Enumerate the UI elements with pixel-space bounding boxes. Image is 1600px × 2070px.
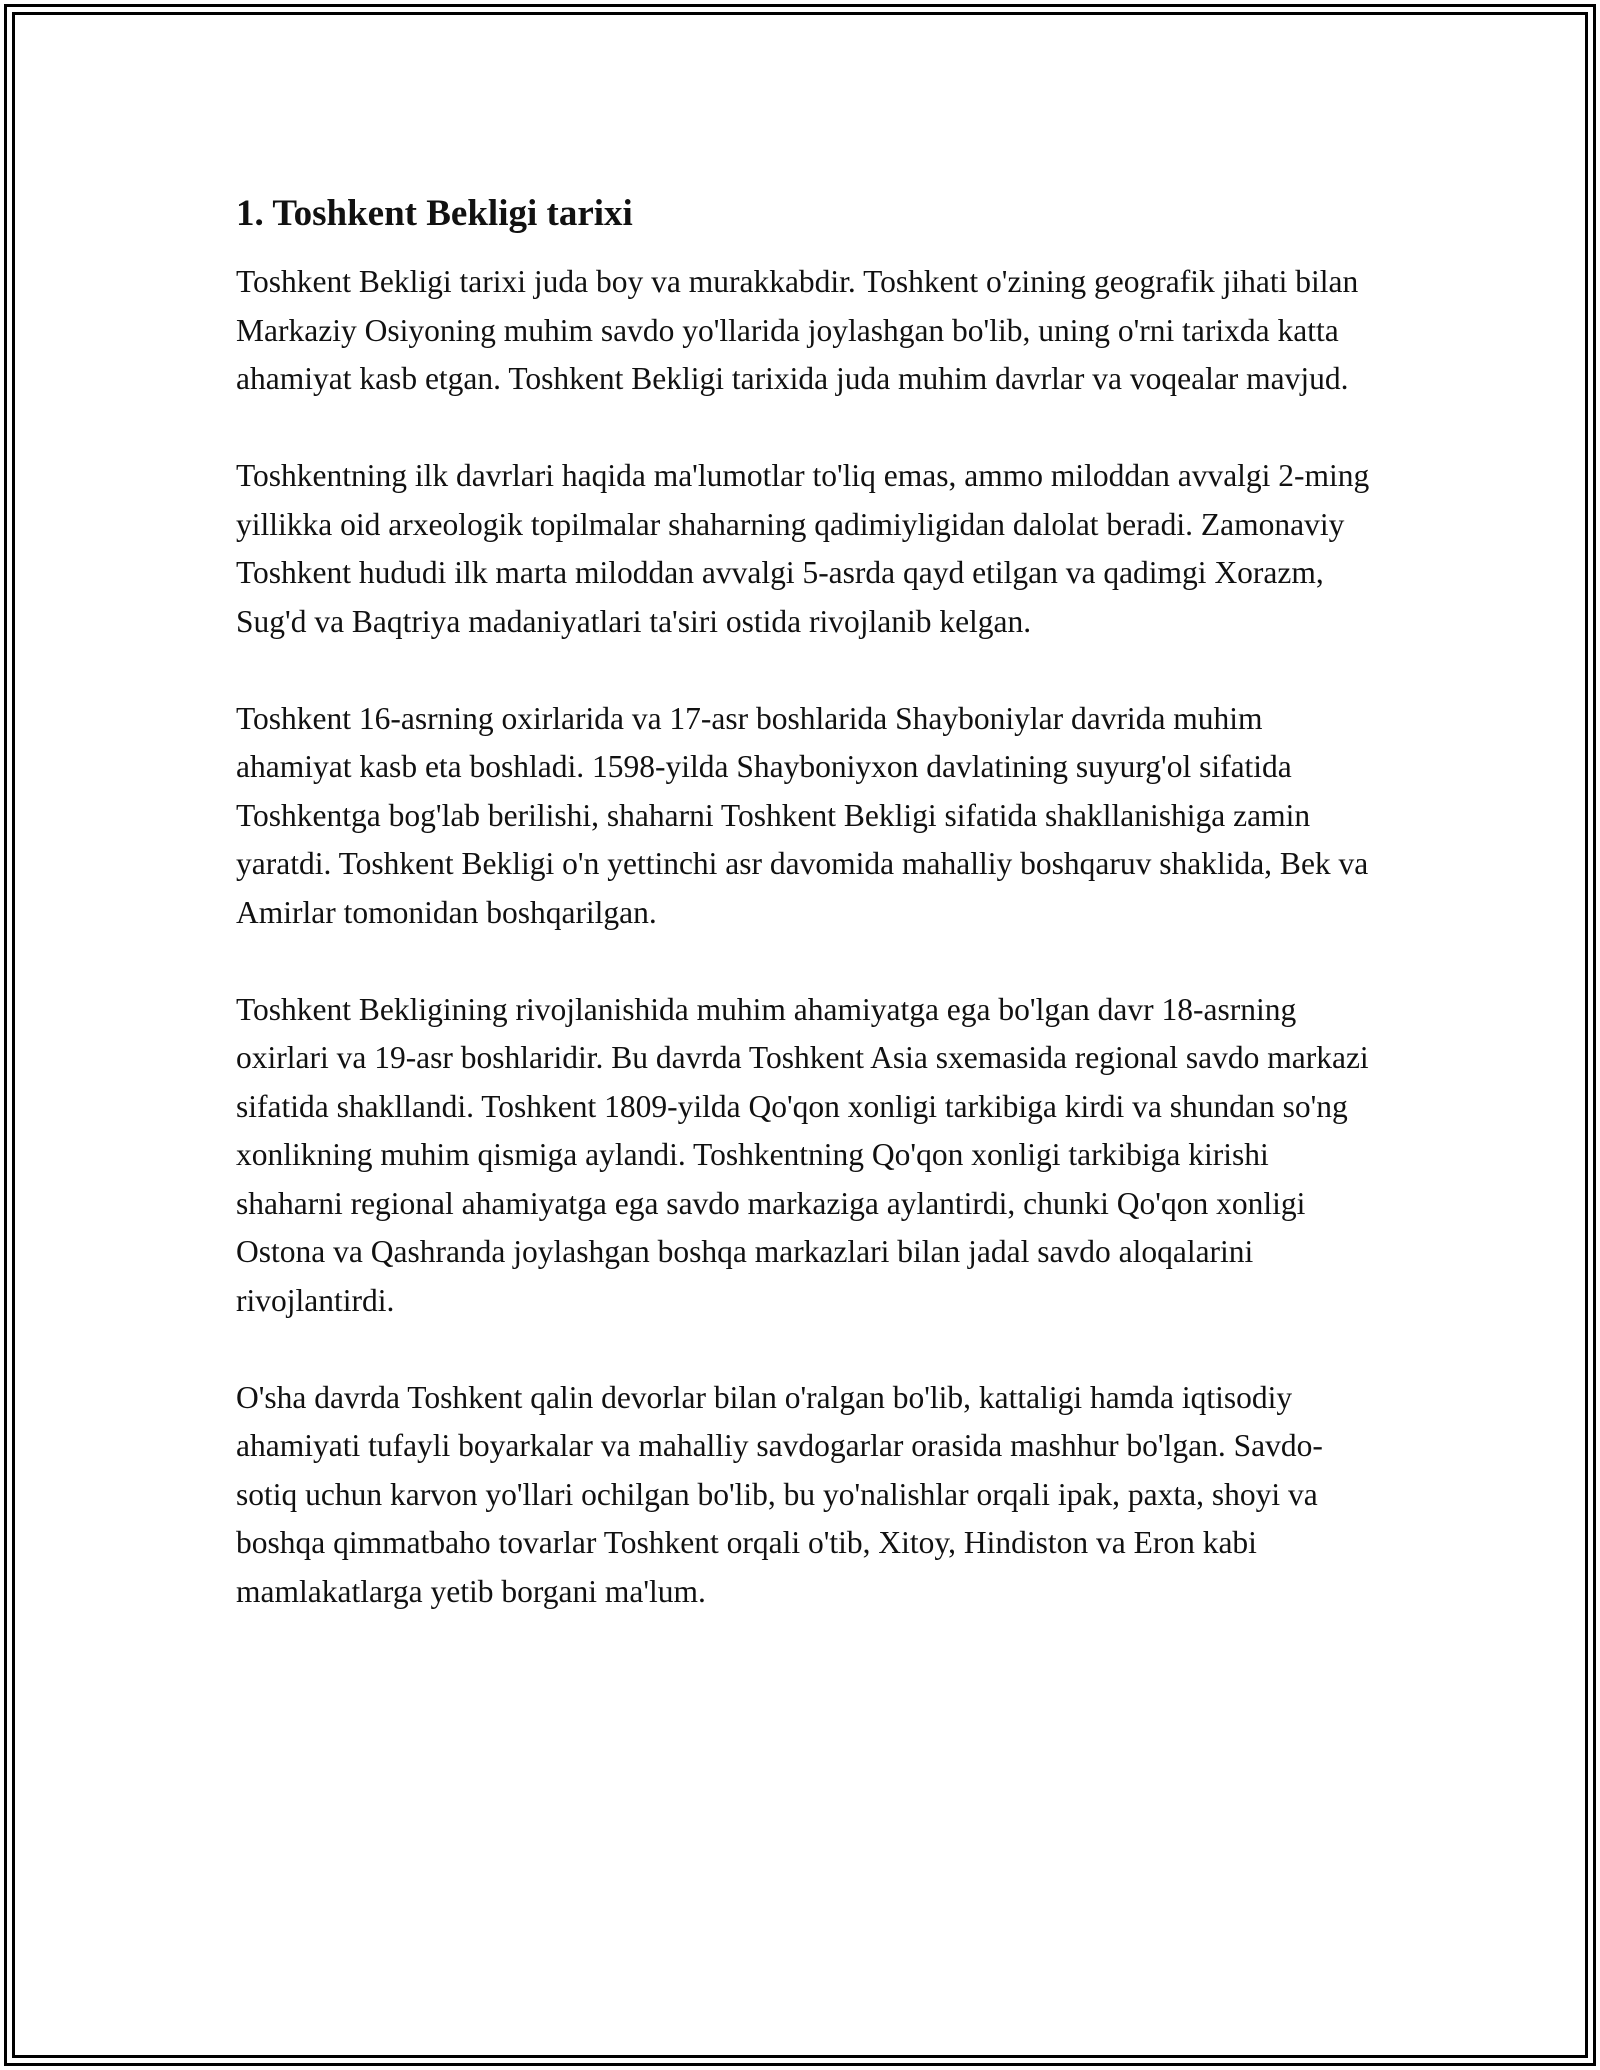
paragraph-2: Toshkentning ilk davrlari haqida ma'lumotlar to'liq emas, ammo miloddan avvalgi 2-ming yillikka oid arxeologik topilmalar shaharning qadimiyligidan dalolat beradi. Zamonaviy Toshkent hududi ilk marta miloddan avvalgi 5-asrda qayd etilgan va qadimgi Xorazm, Sug'd va Baqtriya madaniyatlari ta'siri ostida rivojlanib kelgan.	[236, 458, 1370, 639]
paragraph-4: Toshkent Bekligining rivojlanishida muhim ahamiyatga ega bo'lgan davr 18-asrning oxirlari va 19-asr boshlaridir. Bu davrda Toshkent Asia sxemasida regional savdo markazi sifatida shakllandi. Toshkent 1809-yilda Qo'qon xonligi tarkibiga kirdi va shundan so'ng xonlikning muhim qismiga aylandi. Toshkentning Qo'qon xonligi tarkibiga kirishi shaharni regional ahamiyatga ega savdo markaziga aylantirdi, chunki Qo'qon xonligi Ostona va Qashranda joylashgan boshqa markazlari bilan jadal savdo aloqalarini rivojlantirdi.	[236, 991, 1369, 1318]
paragraph-1: Toshkent Bekligi tarixi juda boy va murakkabdir. Toshkent o'zining geografik jihati bilan Markaziy Osiyoning muhim savdo yo'llarida joylashgan bo'lib, uning o'rni tarixda katta ahamiyat kasb etgan. Toshkent Bekligi tarixida juda muhim davrlar va voqealar mavjud.	[236, 264, 1359, 396]
document-body	[236, 186, 1376, 1665]
paragraph-5: O'sha davrda Toshkent qalin devorlar bilan o'ralgan bo'lib, kattaligi hamda iqtisodiy ahamiyati tufayli boyarkalar va mahalliy savdogarlar orasida mashhur bo'lgan. Savdo-sotiq uchun karvon yo'llari ochilgan bo'lib, bu yo'nalishlar orqali ipak, paxta, shoyi va boshqa qimmatbaho tovarlar Toshkent orqali o'tib, Xitoy, Hindiston va Eron kabi mamlakatlarga yetib borgani ma'lum.	[236, 1379, 1323, 1609]
section-title: 1. Toshkent Bekligi tarixi	[236, 193, 633, 234]
paragraph-3: Toshkent 16-asrning oxirlarida va 17-asr boshlarida Shayboniylar davrida muhim ahamiyat kasb eta boshladi. 1598-yilda Shayboniyxon davlatining suyurg'ol sifatida Toshkentga bog'lab berilishi, shaharni Toshkent Bekligi sifatida shakllanishiga zamin yaratdi. Toshkent Bekligi o'n yettinchi asr davomida mahalliy boshqaruv shaklida, Bek va Amirlar tomonidan boshqarilgan.	[236, 700, 1369, 930]
